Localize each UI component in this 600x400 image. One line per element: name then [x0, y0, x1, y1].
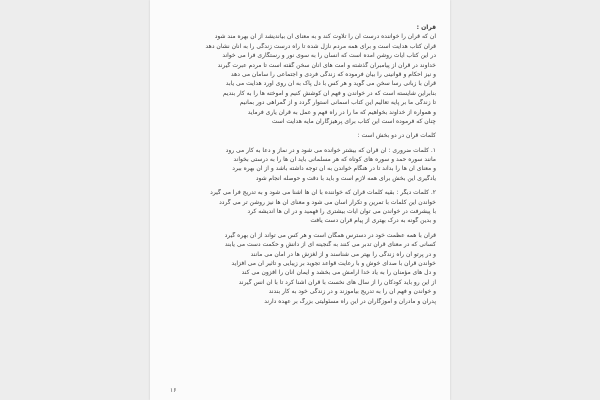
text-line: یادگیری این بخش برای همه لازم است و باید با دقت و حوصله انجام شود: [255, 174, 436, 182]
text-line: و معنای آن ها را بداند تا در هنگام خواندن به آن توجه داشته باشد و از آن بهره ببرد: [232, 165, 436, 173]
paragraph: [168, 33, 436, 126]
text-line: از این رو باید کودکان را از سال های نخست با قرآن آشنا کرد تا با آن انس گیرند: [238, 278, 436, 286]
text-line: قرآن کتاب هدایت است و برای همه مردم نازل شده تا راه درست زندگی را به آنان نشان دهد: [205, 42, 436, 50]
text-line: کسانی که در معنای قرآن تدبر می کنند به گنجینه ای از دانش و حکمت دست می یابند: [224, 241, 436, 249]
text-line: و بدین گونه به درک بهتری از پیام قرآن دست یافت: [310, 217, 436, 225]
text-line: تا زندگی ما بر پایه تعالیم این کتاب آسمانی استوار گردد و از گمراهی دور بمانیم: [239, 99, 436, 107]
page-heading: قرآن :: [416, 24, 436, 31]
document-text: [168, 24, 436, 307]
text-line: قرآن با همه عظمت خود در دسترس همگان است و هر کس می تواند از آن بهره گیرد: [224, 231, 436, 239]
text-line: مانند سوره حمد و سوره های کوتاه که هر مسلمانی باید آن ها را به درستی بخواند: [233, 156, 436, 164]
text-line: ۲. کلمات دیگر : بقیه کلمات قرآن که خواننده با آن ها آشنا می شود و به تدریج فرا می گیرد: [210, 189, 436, 197]
text-line: ۱. کلمات ضروری : آن قرآن که بیشتر خوانده می شود و در نماز و دعا به کار می رود: [225, 146, 436, 154]
text-line: در این کتاب آیات روشن آمده است که انسان را به سوی نور و رستگاری فرا می خواند: [222, 52, 436, 60]
text-line: آن که قرآن را خواننده درست آن را تلاوت کند و به معنای آن بیاندیشد از آن بهره مند شود: [214, 33, 436, 41]
text-line: خواندن این کلمات با تمرین و تکرار آسان می شود و معنای آن ها نیز روشن تر می گردد: [219, 198, 436, 206]
text-line: چنان که فرموده است این کتاب برای پرهیزگاران مایه هدایت است: [271, 117, 436, 125]
text-line: خداوند در قرآن از پیامبران گذشته و امت های آنان سخن گفته است تا مردم عبرت گیرند: [217, 61, 436, 69]
paragraph: [168, 132, 436, 140]
text-line: با پیشرفت در خواندن می توان آیات بیشتری را فهمید و در آن ها اندیشه کرد: [247, 208, 436, 216]
paragraphs-container: [168, 33, 436, 306]
text-line: خواندن قرآن با صدای خوش و با رعایت قواعد تجوید بر زیبایی و تأثیر آن می افزاید: [231, 259, 436, 267]
page-number: ۱۶: [170, 387, 177, 394]
text-line: کلمات قرآن در دو بخش است :: [357, 132, 436, 140]
text-line: قرآن با زبانی رسا سخن می گوید و هر کس با دل پاک به آن روی آورد هدایت می یابد: [225, 80, 436, 88]
text-line: و خواندن و فهم آن را به تدریج بیاموزند و در زندگی خود به کار بندند: [268, 288, 436, 296]
text-line: پدران و مادران و آموزگاران در این راه مسئولیتی بزرگ بر عهده دارند: [264, 297, 436, 305]
text-line: و همواره از خداوند بخواهیم که ما را در راه فهم و عمل به قرآن یاری فرماید: [247, 108, 436, 116]
text-line: بنابراین شایسته است که در خواندن و فهم آن کوشش کنیم و آموخته ها را به کار بندیم: [222, 89, 436, 97]
paragraph: [168, 189, 436, 226]
text-line: و در پرتو آن راه زندگی را بهتر می شناسند و از لغزش ها در امان می مانند: [250, 250, 436, 258]
paragraph: [168, 232, 436, 306]
paragraph: [168, 147, 436, 184]
text-line: و دل های مؤمنان را به یاد خدا آرامش می بخشد و ایمان آنان را افزون می کند: [241, 269, 436, 277]
document-page: [150, 0, 450, 400]
text-line: و نیز احکام و قوانینی را بیان فرموده که زندگی فردی و اجتماعی را سامان می دهد: [230, 70, 436, 78]
